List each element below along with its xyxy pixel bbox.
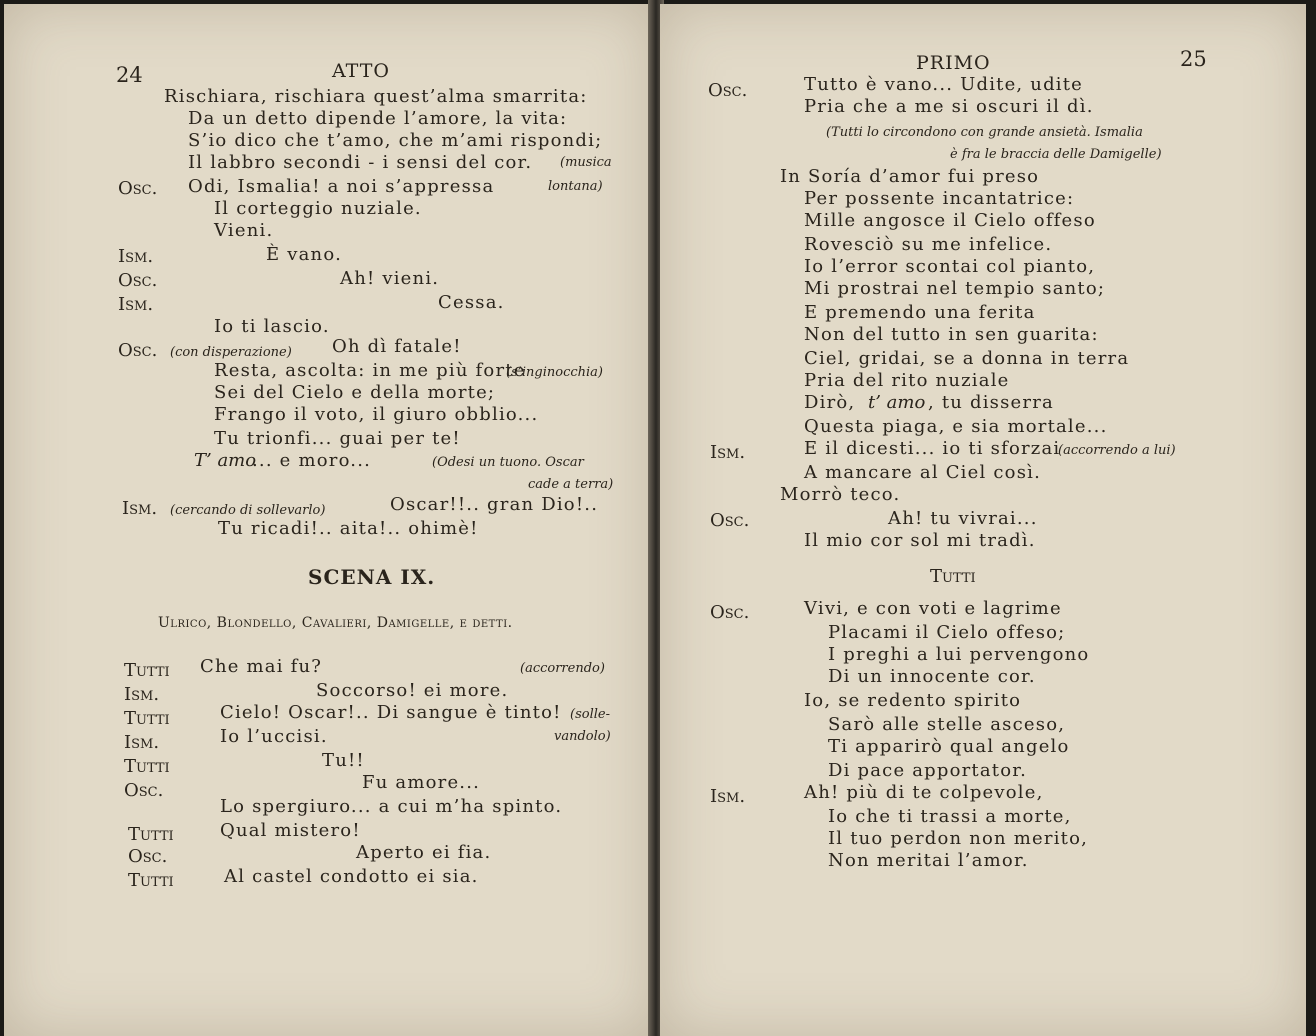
speaker-label: Osc. [128, 846, 168, 867]
speaker-label: Ism. [122, 498, 158, 519]
running-head: ATTO [332, 60, 390, 82]
verse-line: Frango il voto, il giuro obblio... [214, 404, 539, 425]
verse-line: Ti apparirò qual angelo [828, 736, 1070, 757]
verse-line: Morrò teco. [780, 484, 901, 505]
verse-line: , tu disserra [928, 392, 1054, 413]
verse-line: I preghi a lui pervengono [828, 644, 1090, 665]
speaker-label: Osc. [118, 270, 158, 291]
verse-line: Io che ti trassi a morte, [828, 806, 1072, 827]
verse-line: Tu!! [322, 750, 365, 771]
page-number: 25 [1180, 47, 1207, 71]
verse-line: Non del tutto in sen guarita: [804, 324, 1099, 345]
verse-line: Io, se redento spirito [804, 690, 1022, 711]
speaker-label: Ism. [124, 684, 160, 705]
verse-line-emphasis: T’ amo [194, 450, 257, 471]
verse-line: Il corteggio nuziale. [214, 198, 422, 219]
verse-line: Questa piaga, e sia mortale... [804, 416, 1108, 437]
verse-line: Odi, Ismalia! a noi s’appressa [188, 176, 495, 197]
verse-line: Per possente incantatrice: [804, 188, 1075, 209]
verse-line: Ah! più di te colpevole, [804, 782, 1044, 803]
speaker-label: Ism. [124, 732, 160, 753]
verse-line: È vano. [266, 244, 342, 265]
stage-direction: (s’inginocchia) [506, 365, 603, 380]
verse-line: Al castel condotto ei sia. [224, 866, 479, 887]
verse-line: Tutto è vano... Udite, udite [804, 74, 1084, 95]
stage-direction: è fra le braccia delle Damigelle) [950, 147, 1162, 162]
verse-line: Tu ricadi!.. aita!.. ohimè! [218, 518, 479, 539]
verse-line: Fu amore... [362, 772, 481, 793]
verse-line: Non meritai l’amor. [828, 850, 1029, 871]
verse-line: Placami il Cielo offeso; [828, 622, 1066, 643]
verse-line: Pria del rito nuziale [804, 370, 1010, 391]
speaker-label: Tutti [124, 708, 170, 729]
stage-direction: (Odesi un tuono. Oscar [432, 455, 584, 470]
speaker-label: Tutti [128, 824, 174, 845]
verse-line: Il labbro secondi - i sensi del cor. [188, 152, 533, 173]
running-head: PRIMO [916, 52, 991, 74]
verse-line: Resta, ascolta: in me più forte [214, 360, 526, 381]
verse-line: E il dicesti... io ti sforzai [804, 438, 1061, 459]
verse-line: Rovesciò su me infelice. [804, 234, 1053, 255]
stage-direction: (con disperazione) [170, 345, 292, 360]
verse-line-emphasis: t’ amo [868, 392, 926, 413]
verse-line: Lo spergiuro... a cui m’ha spinto. [220, 796, 563, 817]
stage-direction: (solle- [570, 707, 610, 722]
verse-line: Sei del Cielo e della morte; [214, 382, 496, 403]
verse-line: Vieni. [214, 220, 274, 241]
speaker-label: Osc. [124, 780, 164, 801]
verse-line: Oscar!!.. gran Dio!.. [390, 494, 599, 515]
verse-line: Cessa. [438, 292, 505, 313]
right-page [660, 4, 1306, 1036]
stage-direction: vandolo) [554, 729, 611, 744]
verse-line: Tu trionfi... guai per te! [214, 428, 461, 449]
verse-line: Di pace apportator. [828, 760, 1028, 781]
verse-line: Di un innocente cor. [828, 666, 1036, 687]
verse-line: Io l’error scontai col pianto, [804, 256, 1096, 277]
verse-line: Rischiara, rischiara quest’alma smarrita: [164, 86, 588, 107]
speaker-label: Ism. [710, 442, 746, 463]
verse-line: Soccorso! ei more. [316, 680, 509, 701]
verse-line: Cielo! Oscar!.. Di sangue è tinto! [220, 702, 562, 723]
speaker-label: Osc. [710, 602, 750, 623]
verse-line: Dirò, [804, 392, 856, 413]
verse-line: Mi prostrai nel tempio santo; [804, 278, 1106, 299]
speaker-label: Osc. [118, 178, 158, 199]
speaker-label: Osc. [708, 80, 748, 101]
verse-line: Il mio cor sol mi tradì. [804, 530, 1036, 551]
verse-line: Io l’uccisi. [220, 726, 328, 747]
speaker-label: Ism. [118, 294, 154, 315]
verse-line: Pria che a me si oscuri il dì. [804, 96, 1094, 117]
verse-line: S’io dico che t’amo, che m’ami rispondi; [188, 130, 603, 151]
speaker-label: Tutti [128, 870, 174, 891]
page-number: 24 [116, 63, 143, 87]
speaker-label: Tutti [124, 660, 170, 681]
verse-line: ... e moro... [252, 450, 372, 471]
verse-line: Io ti lascio. [214, 316, 330, 337]
verse-line: E premendo una ferita [804, 302, 1036, 323]
speaker-label: Osc. [118, 340, 158, 361]
scene-characters: Ulrico, Blondello, Cavalieri, Damigelle, e detti. [158, 615, 513, 631]
stage-direction: (accorrendo a lui) [1058, 443, 1176, 458]
verse-line: Ciel, gridai, se a donna in terra [804, 348, 1130, 369]
verse-line: Il tuo perdon non merito, [828, 828, 1089, 849]
stage-direction: (accorrendo) [520, 661, 605, 676]
speaker-label: Tutti [124, 756, 170, 777]
verse-line: Che mai fu? [200, 656, 323, 677]
scene-title: SCENA IX. [308, 565, 436, 589]
verse-line: Vivi, e con voti e lagrime [804, 598, 1062, 619]
stage-direction: (musica [560, 155, 612, 170]
verse-line: In Soría d’amor fui preso [780, 166, 1040, 187]
verse-line: Ah! vieni. [340, 268, 440, 289]
verse-line: Qual mistero! [220, 820, 361, 841]
section-heading: Tutti [930, 566, 976, 587]
stage-direction: cade a terra) [528, 477, 614, 492]
verse-line: A mancare al Ciel così. [804, 462, 1042, 483]
speaker-label: Osc. [710, 510, 750, 531]
speaker-label: Ism. [118, 246, 154, 267]
verse-line: Oh dì fatale! [332, 336, 462, 357]
stage-direction: (cercando di sollevarlo) [170, 503, 326, 518]
stage-direction: lontana) [548, 179, 603, 194]
verse-line: Mille angosce il Cielo offeso [804, 210, 1096, 231]
verse-line: Aperto ei fia. [356, 842, 492, 863]
left-page [4, 4, 652, 1036]
verse-line: Da un detto dipende l’amore, la vita: [188, 108, 568, 129]
stage-direction: (Tutti lo circondono con grande ansietà. Ismalia [826, 125, 1143, 140]
verse-line: Sarò alle stelle asceso, [828, 714, 1066, 735]
verse-line: Ah! tu vivrai... [888, 508, 1038, 529]
speaker-label: Ism. [710, 786, 746, 807]
